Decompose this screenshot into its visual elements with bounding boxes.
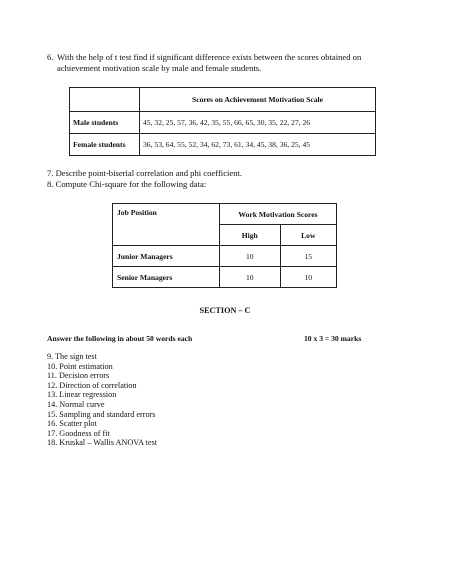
list-item: 18. Kruskal – Wallis ANOVA test — [47, 438, 158, 448]
list-item: 13. Linear regression — [47, 390, 117, 400]
question-7: 7. Describe point-biserial correlation and phi coefficient. — [47, 168, 243, 178]
list-item: 16. Scatter plot — [47, 419, 97, 429]
row-label-male: Male students — [70, 112, 140, 134]
section-title: SECTION – C — [199, 306, 251, 315]
junior-low: 15 — [280, 246, 336, 267]
table-row — [70, 134, 376, 156]
table-row — [113, 267, 337, 288]
high-header: High — [220, 225, 281, 246]
list-item: 15. Sampling and standard errors — [47, 409, 156, 419]
question-8: 8. Compute Chi-square for the following data: — [47, 178, 207, 189]
question-list — [47, 352, 157, 448]
list-item: 14. Normal curve — [47, 399, 105, 409]
job-position-header: Job Position — [113, 204, 220, 246]
list-item: 17. Goodness of fit — [47, 428, 110, 438]
female-scores: 36, 53, 64, 55, 52, 34, 62, 73, 61, 34, 45, 38, 36, 25, 45 — [140, 134, 376, 156]
instruction-text: Answer the following in about 50 words each — [47, 334, 193, 343]
work-motivation-table — [112, 203, 337, 288]
question-6 — [47, 52, 387, 74]
row-label-junior: Junior Managers — [113, 246, 220, 267]
table-header-row — [70, 88, 376, 112]
questions-7-8 — [47, 168, 242, 189]
list-item: 9. The sign test — [47, 352, 97, 361]
table-row — [113, 246, 337, 267]
table-header-row — [113, 204, 337, 225]
low-header: Low — [280, 225, 336, 246]
row-label-female: Female students — [70, 134, 140, 156]
junior-high: 10 — [220, 246, 281, 267]
list-item: 10. Point estimation — [47, 361, 113, 371]
marks-text: 10 x 3 = 30 marks — [304, 334, 362, 343]
male-scores: 45, 32, 25, 57, 36, 42, 35, 55, 66, 65, 30, 35, 22, 27, 26 — [140, 112, 376, 134]
senior-high: 10 — [220, 267, 281, 288]
achievement-scores-table — [69, 87, 376, 156]
question-6-number: 6. — [47, 52, 54, 62]
question-6-text: With the help of t test find if significant difference exists between the scores obtained on achievement motivation scale by male and female students. — [57, 52, 362, 73]
empty-header-cell — [70, 88, 140, 112]
table-row — [70, 112, 376, 134]
row-label-senior: Senior Managers — [113, 267, 220, 288]
scores-header: Scores on Achievement Motivation Scale — [140, 88, 376, 112]
list-item: 11. Decision errors — [47, 371, 110, 381]
senior-low: 10 — [280, 267, 336, 288]
list-item: 12. Direction of correlation — [47, 380, 137, 390]
work-motivation-header: Work Motivation Scores — [220, 204, 337, 225]
